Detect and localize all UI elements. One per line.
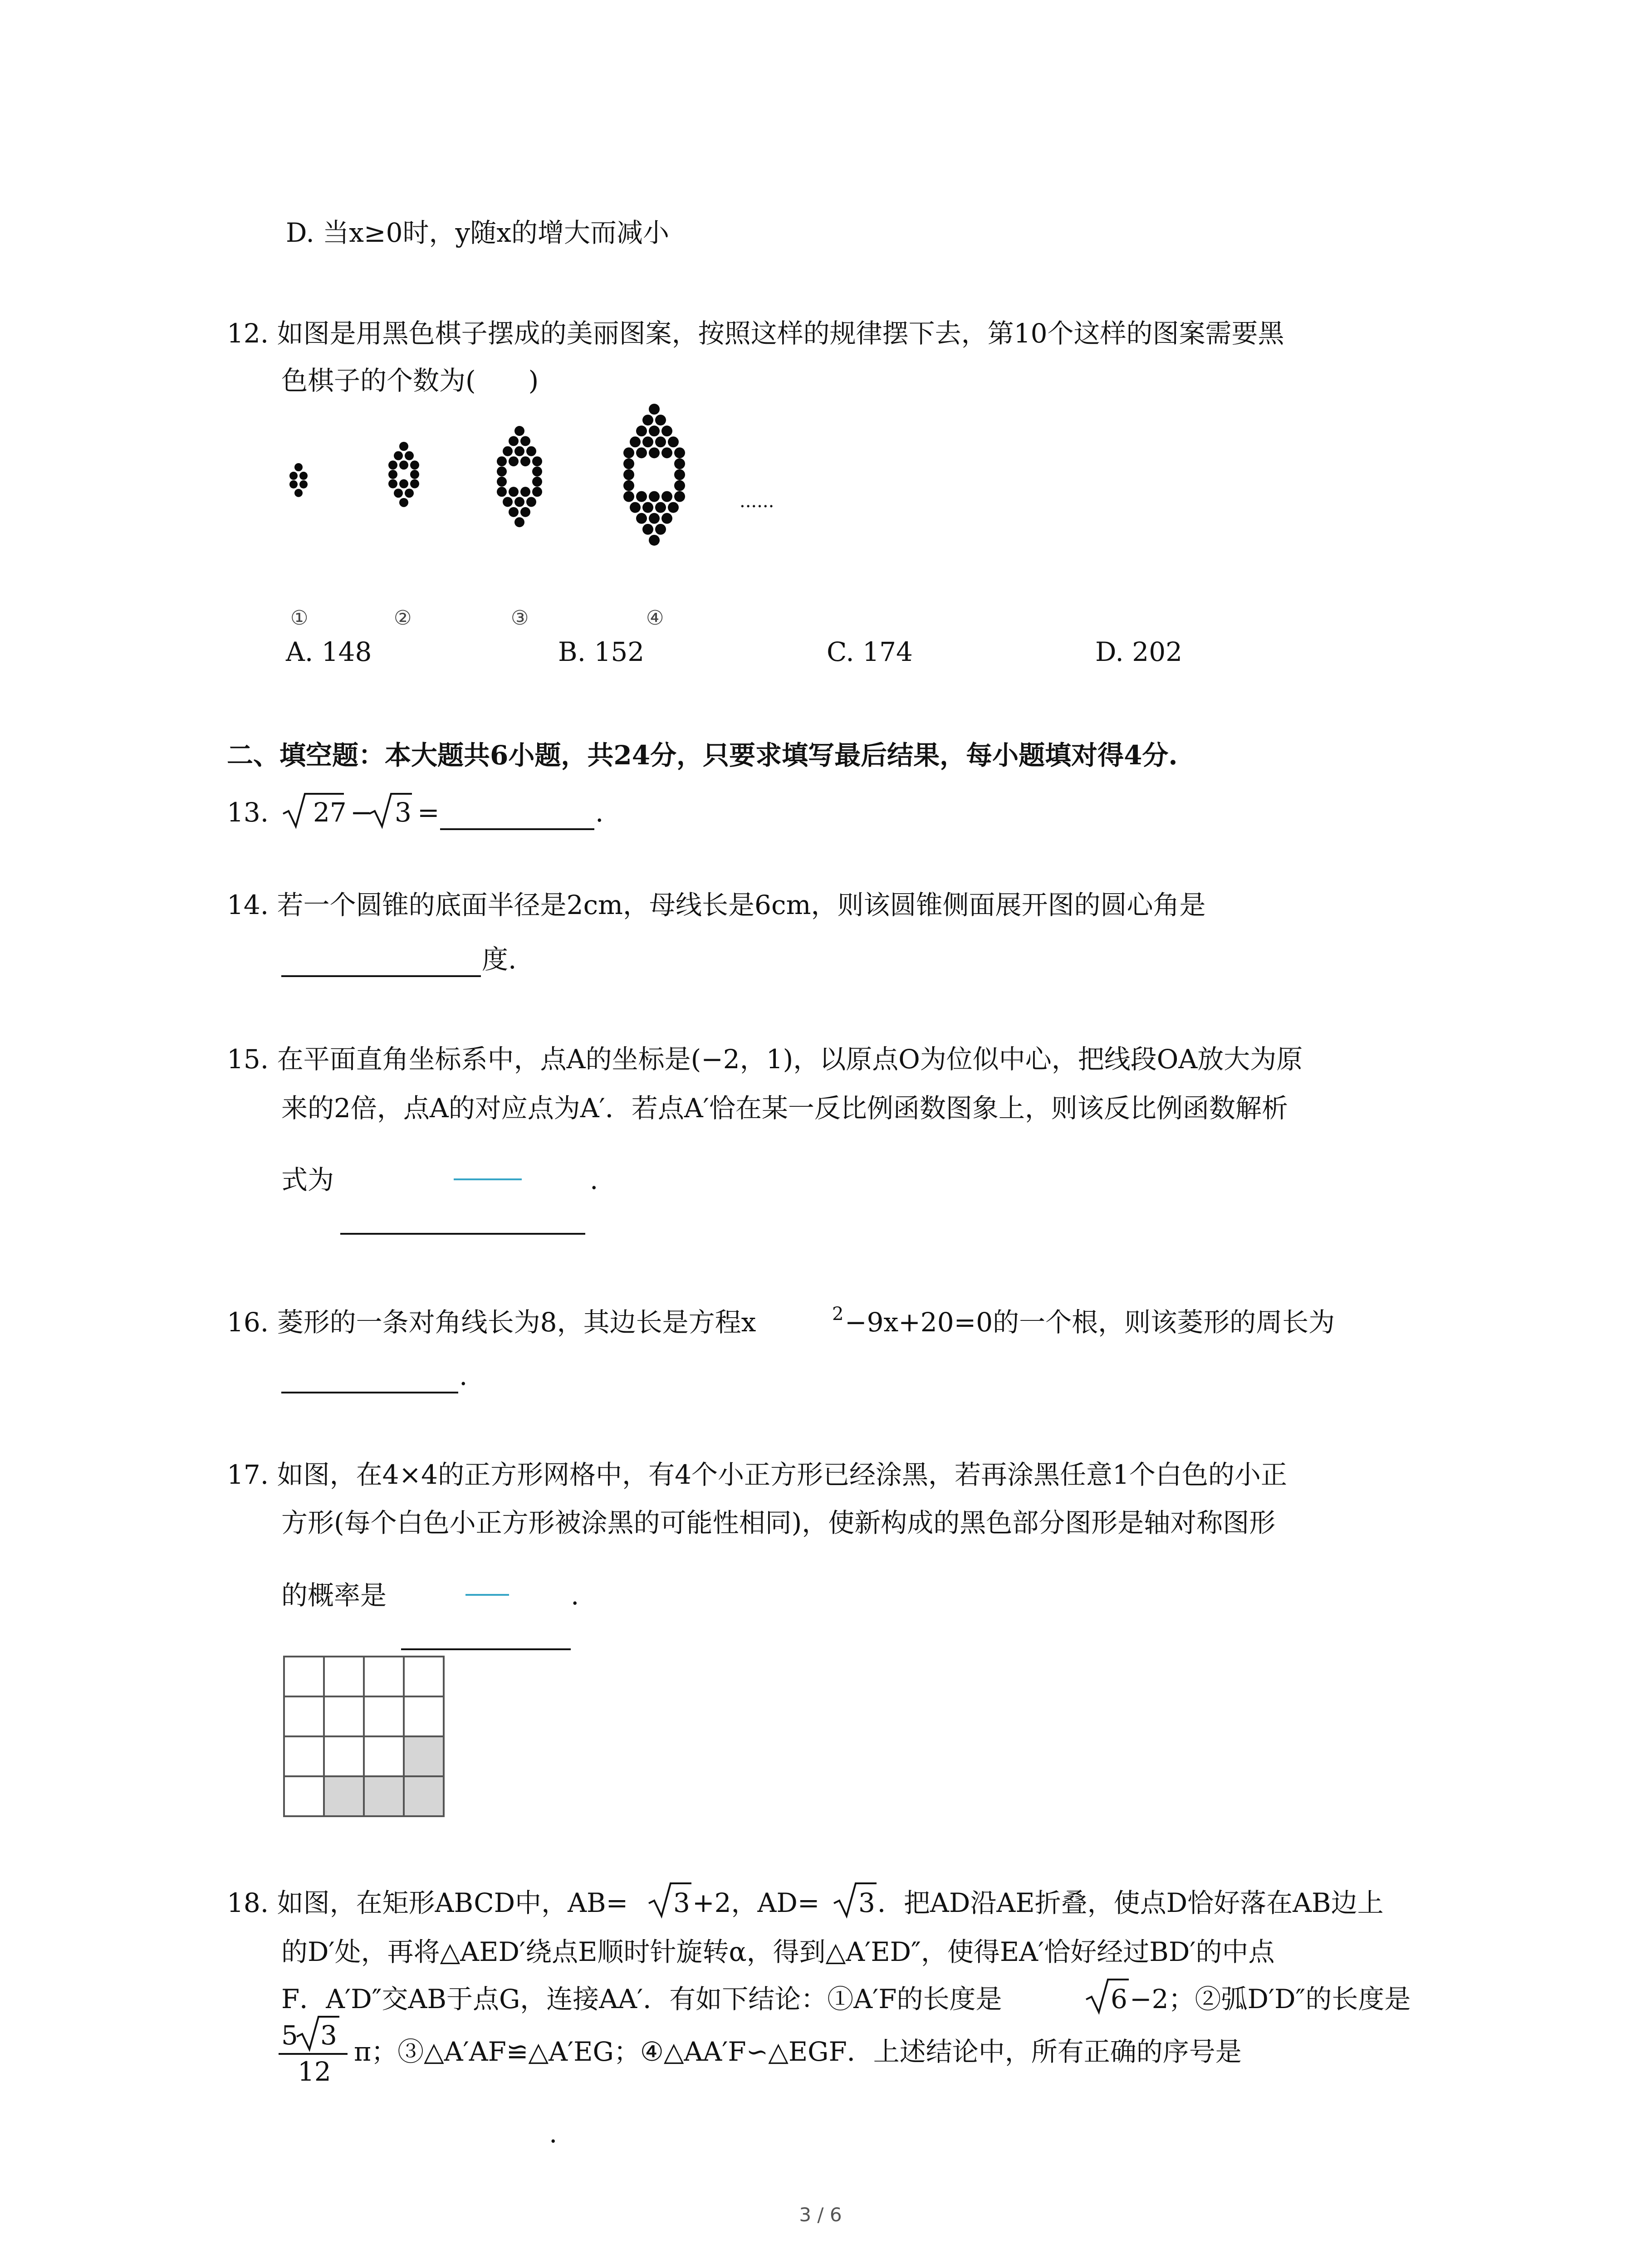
q18-line1-part3: ．把AD沿AE折叠，使点D恰好落在AB边上: [877, 1887, 1384, 1918]
q18-line2: 的D′处，再将△AED′绕点E顺时针旋转α，得到△A′ED″，使得EA′恰好经过BD′的中点: [281, 1936, 1275, 1967]
black-stone: [623, 469, 634, 480]
q12-stem-line1: 12. 如图是用黑色棋子摆成的美丽图案，按照这样的规律摆下去，第10个这样的图案需要黑: [227, 318, 1284, 349]
q18-line1-part1: 18. 如图，在矩形ABCD中，AB=: [227, 1887, 628, 1918]
q18-fraction-num-coef: 5: [281, 2020, 298, 2051]
black-stone: [388, 460, 397, 469]
black-stone: [668, 436, 679, 447]
q17-answer-blank: [401, 1648, 571, 1650]
black-stone: [394, 489, 403, 498]
q18-line4: π；③△A′AF≌△A′EG；④△AA′F∽△EGF．上述结论中，所有正确的序号是: [354, 2036, 1242, 2067]
grid-cell: [404, 1696, 444, 1736]
q12-figure-label-4: ④: [646, 606, 664, 630]
q11-option-d: D. 当x≥0时，y随x的增大而减小: [286, 217, 669, 248]
grid-cell: [404, 1657, 444, 1696]
black-stone: [520, 507, 530, 517]
black-stone: [503, 497, 513, 507]
q12-option-c: C. 174: [827, 636, 913, 667]
black-stone: [388, 470, 397, 479]
q16-period: .: [459, 1360, 468, 1391]
black-stone: [636, 447, 647, 458]
black-stone: [526, 497, 536, 507]
q13-number: 13.: [227, 797, 269, 828]
q12-option-d: D. 202: [1095, 636, 1183, 667]
black-stone: [661, 491, 672, 502]
q12-option-b: B. 152: [558, 636, 645, 667]
grid-cell: [284, 1776, 324, 1816]
black-stone: [399, 460, 408, 469]
q16-stem-part2: −9x+20=0的一个根，则该菱形的周长为: [845, 1307, 1335, 1338]
black-stone: [497, 487, 507, 497]
q13-radicand-27: 27: [313, 797, 347, 828]
black-stone: [503, 446, 513, 456]
black-stone: [520, 487, 530, 497]
black-stone: [514, 517, 524, 527]
black-stone: [299, 480, 308, 489]
black-stone: [532, 487, 542, 497]
black-stone: [405, 489, 414, 498]
q12-ellipsis: ......: [740, 491, 774, 512]
black-stone: [399, 479, 408, 489]
grid-cell: [324, 1657, 364, 1696]
q12-pattern-figure: [272, 399, 817, 608]
black-stone: [532, 466, 542, 476]
black-stone: [497, 466, 507, 476]
q16-superscript: 2: [832, 1304, 844, 1325]
grid-cell: [284, 1657, 324, 1696]
section-2-title: 二、填空题：本大题共6小题，共24分，只要求填写最后结果，每小题填对得4分.: [227, 740, 1178, 771]
black-stone: [668, 502, 679, 513]
q18-radicand-1: 3: [673, 1887, 690, 1918]
black-stone: [497, 456, 507, 466]
grid-cell-shaded: [404, 1736, 444, 1776]
black-stone: [289, 480, 298, 489]
black-stone: [399, 442, 408, 451]
q17-period: .: [571, 1580, 579, 1611]
black-stone: [661, 513, 672, 524]
black-stone: [642, 415, 653, 425]
black-stone: [636, 425, 647, 436]
black-stone: [661, 447, 672, 458]
black-stone: [294, 463, 303, 471]
black-stone: [514, 497, 524, 507]
q18-fraction-den: 12: [298, 2056, 331, 2087]
q13-minus: −: [350, 797, 372, 828]
q18-line3-part2: −2；②弧D′D″的长度是: [1130, 1984, 1411, 2014]
q12-figure-label-3: ③: [511, 606, 529, 630]
black-stone: [655, 524, 666, 535]
black-stone: [532, 477, 542, 487]
q16-answer-blank: [281, 1392, 458, 1393]
q15-fraction-bar: [454, 1178, 522, 1180]
black-stone: [674, 469, 685, 480]
grid-cell: [364, 1736, 404, 1776]
black-stone: [649, 491, 660, 502]
black-stone: [649, 425, 660, 436]
black-stone: [532, 456, 542, 466]
q18-line1-part2: +2，AD=: [692, 1887, 820, 1918]
q12-figure-label-1: ①: [290, 606, 309, 630]
q17-fraction-bar: [465, 1594, 509, 1596]
q18-line3-part1: F．A′D″交AB于点G，连接AA′．有如下结论：①A′F的长度是: [281, 1984, 1002, 2014]
black-stone: [514, 446, 524, 456]
q14-tail: 度.: [482, 944, 517, 975]
black-stone: [394, 451, 403, 460]
q15-period: .: [590, 1164, 598, 1195]
black-stone: [623, 458, 634, 469]
black-stone: [630, 502, 641, 513]
q18-period: .: [549, 2118, 558, 2149]
q18-fraction-num-radicand: 3: [320, 2020, 337, 2051]
black-stone: [405, 451, 414, 460]
black-stone: [623, 447, 634, 458]
black-stone: [642, 436, 653, 447]
black-stone: [526, 446, 536, 456]
q12-stem-line2: 色棋子的个数为( ): [281, 365, 539, 396]
q12-option-a: A. 148: [286, 636, 372, 667]
q17-stem-line1: 17. 如图，在4×4的正方形网格中，有4个小正方形已经涂黑，若再涂黑任意1个白色的小正: [227, 1459, 1287, 1490]
grid-cell-shaded: [364, 1776, 404, 1816]
black-stone: [514, 426, 524, 436]
q18-radicand-2: 3: [858, 1887, 875, 1918]
q13-period: .: [595, 797, 604, 828]
black-stone: [649, 513, 660, 524]
black-stone: [299, 472, 308, 480]
black-stone: [399, 498, 408, 507]
grid-cell: [324, 1736, 364, 1776]
black-stone: [674, 480, 685, 491]
q14-stem-line1: 14. 若一个圆锥的底面半径是2cm，母线长是6cm，则该圆锥侧面展开图的圆心角是: [227, 890, 1206, 920]
grid-cell: [284, 1696, 324, 1736]
black-stone: [655, 415, 666, 425]
black-stone: [655, 436, 666, 447]
black-stone: [497, 477, 507, 487]
black-stone: [623, 491, 634, 502]
q16-stem-part1: 16. 菱形的一条对角线长为8，其边长是方程x: [227, 1307, 756, 1338]
black-stone: [623, 480, 634, 491]
black-stone: [642, 502, 653, 513]
q15-stem-line2: 来的2倍，点A的对应点为A′．若点A′恰在某一反比例函数图象上，则该反比例函数解析: [281, 1093, 1288, 1124]
black-stone: [289, 472, 298, 480]
q18-radicand-3: 6: [1111, 1984, 1127, 2014]
black-stone: [294, 489, 303, 497]
black-stone: [674, 447, 685, 458]
q12-figure-label-2: ②: [394, 606, 412, 630]
black-stone: [649, 535, 660, 546]
black-stone: [642, 524, 653, 535]
q17-grid-figure: [283, 1656, 445, 1817]
black-stone: [410, 460, 419, 469]
black-stone: [410, 470, 419, 479]
black-stone: [509, 507, 519, 517]
grid-cell-shaded: [324, 1776, 364, 1816]
black-stone: [509, 487, 519, 497]
q15-stem-line3: 式为: [281, 1164, 334, 1195]
grid-cell: [324, 1696, 364, 1736]
q13-radicand-3: 3: [395, 797, 411, 828]
page-number: 3 / 6: [799, 2204, 842, 2226]
grid-cell: [364, 1696, 404, 1736]
q17-stem-line3: 的概率是: [281, 1580, 387, 1611]
black-stone: [636, 491, 647, 502]
black-stone: [661, 425, 672, 436]
grid-cell: [364, 1657, 404, 1696]
q17-stem-line2: 方形(每个白色小正方形被涂黑的可能性相同)，使新构成的黑色部分图形是轴对称图形: [281, 1507, 1276, 1538]
grid-cell: [284, 1736, 324, 1776]
black-stone: [388, 479, 397, 489]
q14-answer-blank: [281, 975, 481, 977]
black-stone: [509, 436, 519, 446]
black-stone: [520, 436, 530, 446]
black-stone: [674, 458, 685, 469]
black-stone: [630, 436, 641, 447]
q18-fraction-bar: [279, 2053, 348, 2055]
q13-equals: =: [417, 797, 440, 828]
black-stone: [649, 404, 660, 415]
black-stone: [649, 447, 660, 458]
black-stone: [655, 502, 666, 513]
black-stone: [520, 456, 530, 466]
black-stone: [636, 513, 647, 524]
grid-cell-shaded: [404, 1776, 444, 1816]
q15-answer-blank: [340, 1233, 585, 1235]
black-stone: [509, 456, 519, 466]
q13-answer-blank: [440, 828, 594, 830]
q15-stem-line1: 15. 在平面直角坐标系中，点A的坐标是(−2，1)，以原点O为位似中心，把线段OA放大为原: [227, 1044, 1303, 1075]
black-stone: [674, 491, 685, 502]
black-stone: [410, 479, 419, 489]
